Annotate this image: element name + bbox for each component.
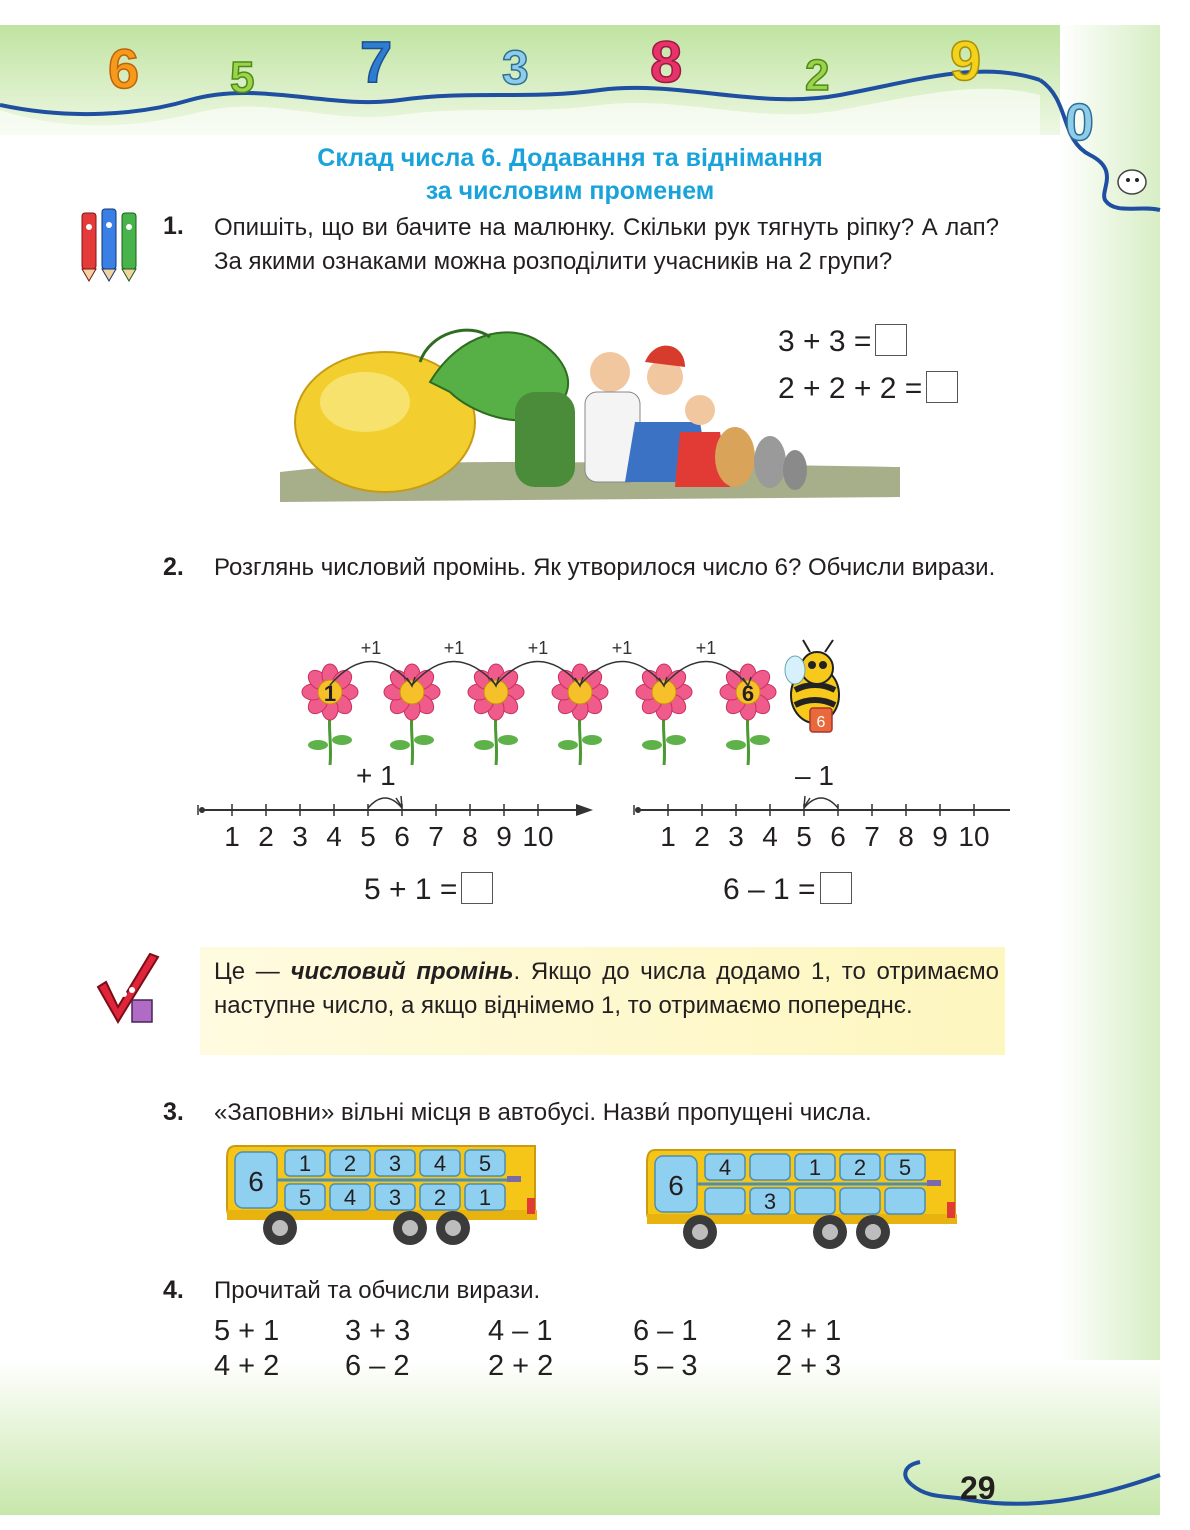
tick-label: 4 <box>326 821 342 852</box>
digit-0-character <box>1065 94 1094 152</box>
digit-3-character <box>502 42 529 95</box>
jump-label: +1 <box>611 638 633 658</box>
page-number: 29 <box>960 1470 996 1506</box>
task-1-equation-1 <box>778 325 907 359</box>
flower-icon <box>636 664 692 765</box>
bus-2 <box>647 1150 957 1249</box>
task-2-left-equation-text: 5 + 1 = <box>364 873 458 906</box>
flower-icon <box>720 664 776 765</box>
bus-window <box>795 1188 835 1214</box>
task-1-text: Опишіть, що ви бачите на малюнку. Скільки рук тягнуть ріпку? А лап? За якими ознаками можна розподілити учасників на 2 групи? <box>214 214 999 275</box>
jump-label: +1 <box>527 638 549 658</box>
flower-last-label: 6 <box>741 681 755 706</box>
bus-seat-number: 5 <box>298 1185 312 1210</box>
svg-text:0: 0 <box>1065 94 1094 152</box>
rule-text <box>214 955 999 1023</box>
task-2-right-equation <box>723 873 852 907</box>
bus-front-number: 6 <box>248 1166 264 1197</box>
task-4-expression: 2 + 3 <box>776 1350 842 1382</box>
task-4-expression: 2 + 2 <box>488 1350 554 1382</box>
tick-label: 4 <box>762 821 778 852</box>
tick-label: 6 <box>394 821 410 852</box>
digit-7-character <box>360 30 392 95</box>
svg-text:7: 7 <box>360 30 393 95</box>
svg-text:3: 3 <box>502 42 529 95</box>
tick-label: 7 <box>864 821 880 852</box>
flowers-counting-illustration <box>290 630 880 770</box>
flower-icon <box>552 664 608 765</box>
bus-seat-number: 1 <box>808 1155 822 1180</box>
digit-9-character <box>950 29 981 92</box>
lesson-title <box>200 142 940 208</box>
number-lines <box>190 790 1010 860</box>
bus-seat-number: 1 <box>298 1151 312 1176</box>
task-4-expression: 4 – 1 <box>488 1315 553 1347</box>
svg-text:6: 6 <box>108 37 140 100</box>
svg-text:5: 5 <box>230 53 255 102</box>
digit-8-character <box>650 30 682 95</box>
bus-seat-number: 4 <box>433 1151 447 1176</box>
task-3-number: 3. <box>163 1098 184 1126</box>
svg-text:2: 2 <box>805 51 830 100</box>
left-operator-label: + 1 <box>356 760 396 791</box>
bee-tag-label: 6 <box>816 714 826 731</box>
jump-label: +1 <box>360 638 382 658</box>
pencils-group-work-icon <box>68 205 158 285</box>
task-4-expression: 2 + 1 <box>776 1315 842 1347</box>
flower-icon <box>384 664 440 765</box>
bus-window <box>750 1154 790 1180</box>
bus-seat-number: 5 <box>898 1155 912 1180</box>
rule-prefix: Це — <box>214 958 291 985</box>
tick-label: 9 <box>932 821 948 852</box>
task-4-text: Прочитай та обчисли вирази. <box>214 1277 541 1304</box>
svg-text:8: 8 <box>650 30 683 95</box>
bus-seat-number: 2 <box>343 1151 357 1176</box>
bee-icon <box>785 640 839 732</box>
digit-5-character <box>230 53 254 102</box>
buses-illustration <box>225 1138 965 1253</box>
tick-label: 8 <box>462 821 478 852</box>
flower-row <box>302 638 776 765</box>
tick-label: 5 <box>796 821 812 852</box>
bus-window <box>705 1188 745 1214</box>
bus-seat-number: 2 <box>433 1185 447 1210</box>
answer-box[interactable] <box>820 872 852 904</box>
flower-first-label: 1 <box>323 681 337 706</box>
bus-seat-number: 3 <box>388 1151 402 1176</box>
task-4-expression: 6 – 1 <box>633 1315 698 1347</box>
task-1-equation-2 <box>778 372 958 406</box>
tick-label: 7 <box>428 821 444 852</box>
flower-icon <box>468 664 524 765</box>
tick-label: 10 <box>958 821 990 852</box>
task-1-equation-2-text: 2 + 2 + 2 = <box>778 372 923 405</box>
lesson-title-line-1: Склад числа 6. Додавання та віднімання <box>317 144 823 172</box>
bus-seat-number: 3 <box>388 1185 402 1210</box>
bus-window <box>840 1188 880 1214</box>
tick-label: 2 <box>694 821 710 852</box>
task-2-number: 2. <box>163 553 184 581</box>
task-4-expression: 3 + 3 <box>345 1315 411 1347</box>
digit-2-character <box>805 51 829 100</box>
task-4-expression: 5 + 1 <box>214 1315 280 1347</box>
jump-label: +1 <box>443 638 465 658</box>
bus-front-number: 6 <box>668 1170 684 1201</box>
tick-label: 9 <box>496 821 512 852</box>
tick-label: 8 <box>898 821 914 852</box>
right-operator-label: – 1 <box>795 760 834 791</box>
tick-label: 1 <box>224 821 240 852</box>
task-1-equation-1-text: 3 + 3 = <box>778 325 872 358</box>
bus-seat-number: 4 <box>343 1185 357 1210</box>
task-3-text: «Заповни» вільні місця в автобусі. Назви́ пропущені числа. <box>214 1099 872 1126</box>
answer-box[interactable] <box>875 324 907 356</box>
flower-icon <box>302 664 358 765</box>
task-1-number: 1. <box>163 212 184 240</box>
task-2-text: Розглянь числовий промінь. Як утворилося число 6? Обчисли вирази. <box>214 554 996 581</box>
number-line-right <box>634 796 1010 852</box>
tick-label: 6 <box>830 821 846 852</box>
tick-label: 3 <box>292 821 308 852</box>
bus-seat-number: 3 <box>763 1189 777 1214</box>
task-4-expression: 6 – 2 <box>345 1350 410 1382</box>
tick-label: 1 <box>660 821 676 852</box>
svg-text:9: 9 <box>950 29 982 92</box>
lesson-title-line-2: за числовим променем <box>425 177 715 205</box>
digit-6-character <box>108 37 139 100</box>
tick-label: 2 <box>258 821 274 852</box>
tick-label: 5 <box>360 821 376 852</box>
task-4-expression: 4 + 2 <box>214 1350 280 1382</box>
task-2-right-equation-text: 6 – 1 = <box>723 873 816 906</box>
bus-seat-number: 4 <box>718 1155 732 1180</box>
task-2-left-equation <box>364 873 493 907</box>
bus-1 <box>227 1146 537 1245</box>
number-line-left <box>198 796 593 852</box>
bus-seat-number: 1 <box>478 1185 492 1210</box>
task-4-number: 4. <box>163 1276 184 1304</box>
tick-label: 3 <box>728 821 744 852</box>
checkmark-character-icon <box>88 952 168 1032</box>
bus-seat-number: 2 <box>853 1155 867 1180</box>
rule-term: числовий промінь <box>290 958 514 985</box>
bus-window <box>885 1188 925 1214</box>
jump-label: +1 <box>695 638 717 658</box>
small-character <box>1118 170 1146 194</box>
task-4-expression: 5 – 3 <box>633 1350 698 1382</box>
bus-seat-number: 5 <box>478 1151 492 1176</box>
answer-box[interactable] <box>461 872 493 904</box>
tick-label: 10 <box>522 821 554 852</box>
rule-rest: . Якщо до числа додамо 1, то отримаємо наступне число, а якщо віднімемо 1, то отримаємо попереднє. <box>214 958 1000 1019</box>
answer-box[interactable] <box>926 371 958 403</box>
